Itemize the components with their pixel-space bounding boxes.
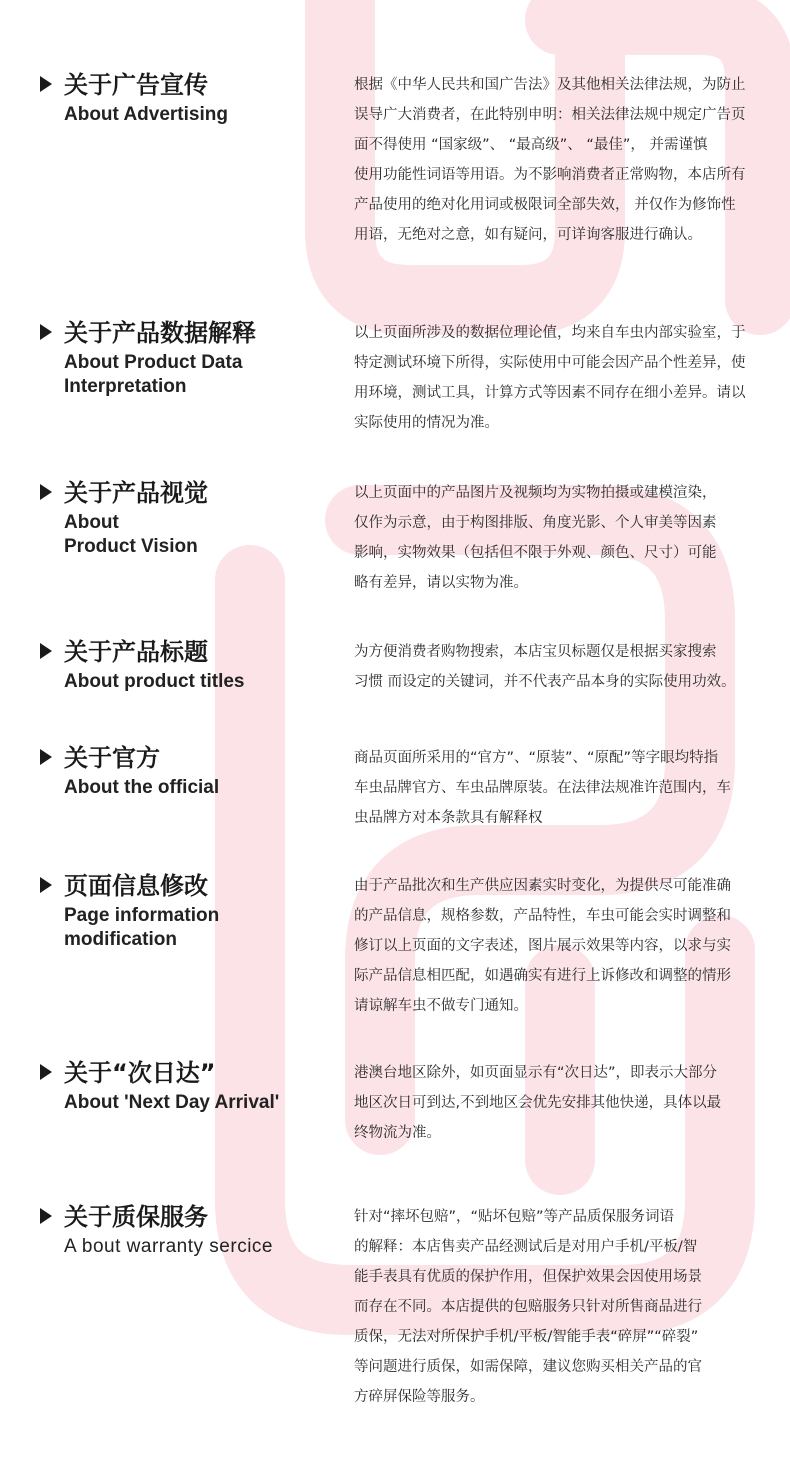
body-line: 产品使用的绝对化用词或极限词全部失效， 并仅作为修饰性 — [354, 197, 736, 213]
body-line: 请谅解车虫不做专门通知。 — [354, 998, 528, 1014]
body-line: 根据《中华人民共和国广告法》及其他相关法律法规，为防止 — [354, 77, 746, 93]
section-body — [354, 1058, 768, 1148]
section-body — [354, 318, 768, 438]
body-line: 际产品信息相匹配，如遇确实有进行上诉修改和调整的情形 — [354, 968, 731, 984]
section-title-en: About 'Next Day Arrival' — [64, 1092, 280, 1113]
section-title-zh: 页面信息修改 — [64, 872, 208, 900]
triangle-bullet-icon — [40, 749, 52, 765]
body-line: 方碎屏保险等服务。 — [354, 1389, 485, 1405]
body-line: 的产品信息，规格参数，产品特性，车虫可能会实时调整和 — [354, 908, 731, 924]
body-line: 而存在不同。本店提供的包赔服务只针对所售商品进行 — [354, 1299, 702, 1315]
body-line: 以上页面中的产品图片及视频均为实物拍摄或建模渲染， — [354, 485, 717, 501]
body-line: 用环境，测试工具，计算方式等因素不同存在细小差异。请以 — [354, 385, 746, 401]
section-title-en: About the official — [64, 777, 220, 798]
body-line: 仅作为示意，由于构图排版、角度光影、个人审美等因素 — [354, 515, 717, 531]
body-line: 的解释：本店售卖产品经测试后是对用户手机/平板/智 — [354, 1239, 698, 1255]
section-title-en: About Product Data — [64, 352, 243, 373]
body-line: 略有差异，请以实物为准。 — [354, 575, 528, 591]
body-line: 影响，实物效果（包括但不限于外观、颜色、尺寸）可能 — [354, 545, 717, 561]
body-line: 车虫品牌官方、车虫品牌原装。在法律法规准许范围内，车 — [354, 780, 731, 796]
body-line: 习惯 而设定的关键词，并不代表产品本身的实际使用功效。 — [354, 674, 736, 690]
body-line: 能手表具有优质的保护作用，但保护效果会因使用场景 — [354, 1269, 702, 1285]
section-title-en: About product titles — [64, 671, 245, 692]
body-line: 面不得使用 “国家级”、 “最高级”、 “最佳”， 并需谨慎 — [354, 137, 708, 153]
section-title-en: Interpretation — [64, 376, 187, 397]
section-title-en: About — [64, 512, 119, 533]
section-title-zh: 关于质保服务 — [64, 1203, 208, 1231]
body-line: 终物流为准。 — [354, 1125, 441, 1141]
triangle-bullet-icon — [40, 324, 52, 340]
body-line: 等问题进行质保，如需保障，建议您购买相关产品的官 — [354, 1359, 702, 1375]
body-line: 为方便消费者购物搜索，本店宝贝标题仅是根据买家搜索 — [354, 644, 717, 660]
section-title-zh: 关于广告宣传 — [64, 71, 208, 99]
triangle-bullet-icon — [40, 1208, 52, 1224]
body-line: 特定测试环境下所得，实际使用中可能会因产品个性差异，使 — [354, 355, 746, 371]
section-title-en: modification — [64, 929, 177, 950]
section-body — [354, 871, 768, 1021]
triangle-bullet-icon — [40, 1064, 52, 1080]
triangle-bullet-icon — [40, 76, 52, 92]
body-line: 误导广大消费者，在此特别申明：相关法律法规中规定广告页 — [354, 107, 746, 123]
body-line: 港澳台地区除外，如页面显示有“次日达”，即表示大部分 — [354, 1065, 718, 1081]
section-body — [354, 478, 768, 598]
body-line: 地区次日可到达,不到地区会优先安排其他快递，具体以最 — [354, 1095, 722, 1111]
body-line: 实际使用的情况为准。 — [354, 415, 499, 431]
body-line: 由于产品批次和生产供应因素实时变化，为提供尽可能准确 — [354, 878, 731, 894]
triangle-bullet-icon — [40, 484, 52, 500]
body-line: 使用功能性词语等用语。为不影响消费者正常购物，本店所有 — [354, 167, 746, 183]
triangle-bullet-icon — [40, 877, 52, 893]
body-line: 商品页面所采用的“官方”、“原装”、“原配”等字眼均特指 — [354, 750, 719, 766]
triangle-bullet-icon — [40, 643, 52, 659]
section-title-en: Product Vision — [64, 536, 198, 557]
section-title-zh: 关于“次日达” — [64, 1059, 216, 1087]
section-title-zh: 关于产品视觉 — [64, 479, 208, 507]
body-line: 修订以上页面的文字表述，图片展示效果等内容，以求与实 — [354, 938, 731, 954]
section-body — [354, 637, 768, 697]
section-body — [354, 70, 768, 250]
section-body — [354, 743, 768, 833]
section-title-zh: 关于官方 — [64, 744, 160, 772]
body-line: 虫品牌方对本条款具有解释权 — [354, 810, 543, 826]
section-title-en: Page information — [64, 905, 220, 926]
section-title-en: About Advertising — [64, 104, 228, 125]
section-title-zh: 关于产品标题 — [64, 638, 208, 666]
section-title-zh: 关于产品数据解释 — [64, 319, 256, 347]
body-line: 质保，无法对所保护手机/平板/智能手表“碎屏”“碎裂” — [354, 1329, 699, 1345]
section-body — [354, 1202, 768, 1412]
section-title-en: A bout warranty sercice — [64, 1236, 273, 1257]
body-line: 针对“摔坏包赔”，“贴坏包赔”等产品质保服务词语 — [354, 1209, 675, 1225]
body-line: 用语，无绝对之意，如有疑问，可详询客服进行确认。 — [354, 227, 702, 243]
body-line: 以上页面所涉及的数据位理论值，均来自车虫内部实验室，于 — [354, 325, 746, 341]
